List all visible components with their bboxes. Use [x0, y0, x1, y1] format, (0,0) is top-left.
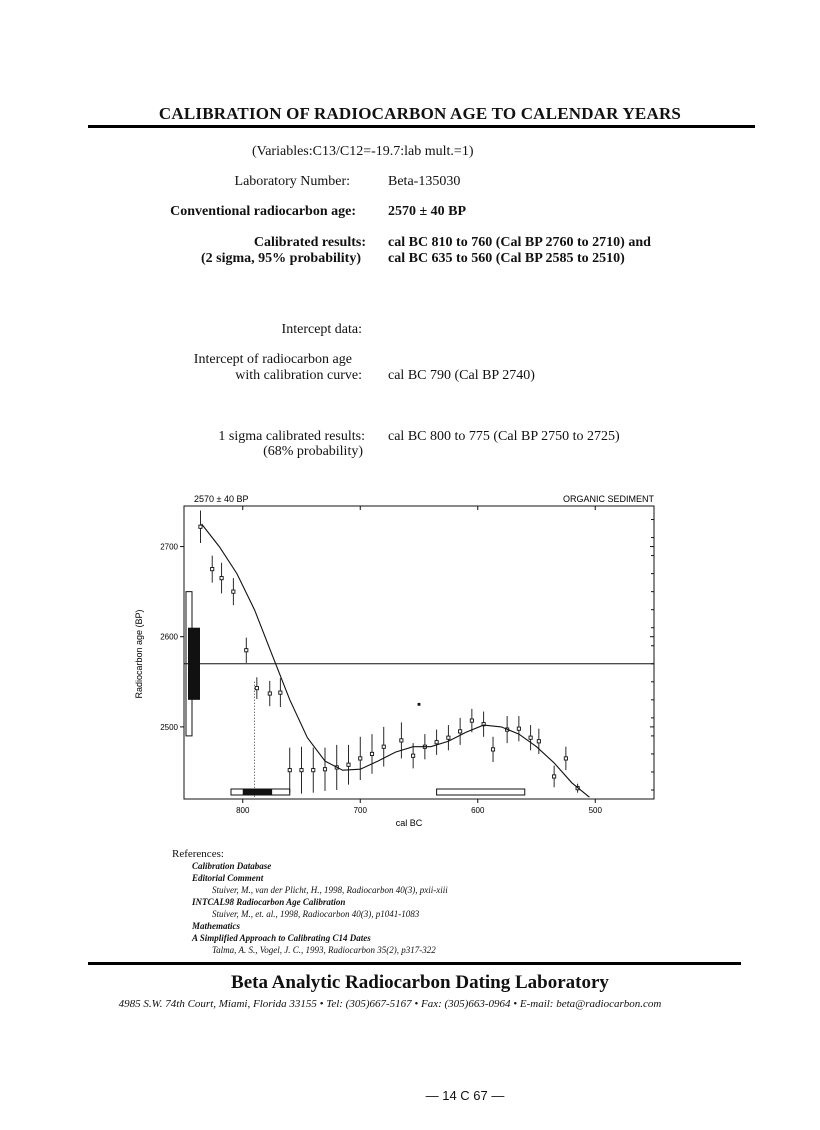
x-axis-label: cal BC: [395, 818, 423, 828]
data-point: [300, 769, 303, 772]
reference-title: Editorial Comment: [192, 873, 264, 883]
calibrated-results-label: Calibrated results:: [253, 235, 366, 250]
data-point: [245, 649, 248, 652]
data-point: [268, 692, 271, 695]
conventional-age-value: 2570 ± 40 BP: [388, 204, 467, 219]
one-sigma-value: cal BC 800 to 775 (Cal BP 2750 to 2725): [388, 429, 620, 444]
intercept-label-2: with calibration curve:: [235, 368, 362, 383]
x-tick-label: 500: [588, 806, 602, 815]
calibration-chart: [130, 488, 670, 833]
calibrated-value-2: cal BC 635 to 560 (Cal BP 2585 to 2510): [388, 251, 625, 266]
intercept-value: cal BC 790 (Cal BP 2740): [388, 368, 535, 383]
references-heading: References:: [172, 848, 224, 860]
outlier-point: [418, 703, 421, 706]
y-tick-label: 2500: [160, 722, 178, 732]
reference-citation: Stuiver, M., et. al., 1998, Radiocarbon 40(3), p1041-1083: [212, 909, 420, 919]
one-sigma-calendar-range: [243, 789, 272, 795]
reference-title: A Simplified Approach to Calibrating C14 Dates: [192, 933, 371, 943]
page-title: CALIBRATION OF RADIOCARBON AGE TO CALENDAR YEARS: [158, 104, 682, 123]
data-point: [220, 577, 223, 580]
x-tick-label: 700: [353, 806, 367, 815]
lab-number-label: Laboratory Number:: [234, 174, 350, 189]
conventional-age-label: Conventional radiocarbon age:: [170, 204, 356, 219]
title-rule: [88, 125, 755, 128]
data-point: [529, 736, 532, 739]
variables-note: (Variables:C13/C12=-19.7:lab mult.=1): [252, 144, 474, 159]
calibration-curve: [202, 524, 590, 797]
data-point: [491, 748, 494, 751]
data-point: [347, 763, 350, 766]
reference-citation: Stuiver, M., van der Plicht, H., 1998, Radiocarbon 40(3), pxii-xiii: [212, 885, 448, 895]
calibrated-value-1: cal BC 810 to 760 (Cal BP 2760 to 2710) and: [388, 235, 651, 250]
reference-title: Mathematics: [192, 921, 241, 931]
y-axis-label: Radiocarbon age (BP): [134, 609, 144, 699]
data-point: [199, 525, 202, 528]
data-point: [447, 736, 450, 739]
calibrated-probability-label: (2 sigma, 95% probability): [201, 251, 361, 266]
data-point: [359, 757, 362, 760]
data-point: [232, 590, 235, 593]
reference-citation: Talma, A. S., Vogel, J. C., 1993, Radiocarbon 35(2), p317-322: [212, 945, 436, 955]
data-points: [199, 511, 579, 794]
y-tick-label: 2700: [160, 542, 178, 552]
data-point: [517, 727, 520, 730]
calibration-ranges: [186, 592, 525, 795]
references-section: [172, 848, 692, 956]
data-point: [564, 757, 567, 760]
data-point: [370, 752, 373, 755]
data-point: [435, 741, 438, 744]
data-point: [255, 687, 258, 690]
data-point: [459, 730, 462, 733]
intercept-label-1: Intercept of radiocarbon age: [193, 352, 352, 367]
footer-rule: [88, 962, 741, 965]
one-sigma-label-2: (68% probability): [263, 444, 363, 459]
lab-number-value: Beta-135030: [388, 174, 461, 189]
reference-title: Calibration Database: [192, 861, 272, 871]
page-number: — 14 C 67 —: [425, 1088, 505, 1103]
plot-frame: [184, 506, 654, 799]
data-point: [382, 745, 385, 748]
reference-title: INTCAL98 Radiocarbon Age Calibration: [192, 897, 346, 907]
data-point: [279, 691, 282, 694]
data-point: [211, 568, 214, 571]
x-tick-label: 600: [471, 806, 485, 815]
data-point: [553, 775, 556, 778]
lab-address: 4985 S.W. 74th Court, Miami, Florida 33155 • Tel: (305)667-5167 • Fax: (305)663-0964 • E-mail: beta@radiocarbon.com: [118, 998, 662, 1010]
chart-title-right: ORGANIC SEDIMENT: [562, 494, 654, 504]
intercept-data-label: Intercept data:: [281, 322, 362, 337]
data-point: [470, 719, 473, 722]
chart-title-left: 2570 ± 40 BP: [194, 494, 249, 504]
y-tick-label: 2600: [160, 632, 178, 642]
x-tick-label: 800: [236, 806, 250, 815]
data-point: [323, 768, 326, 771]
data-point: [400, 739, 403, 742]
data-point: [412, 754, 415, 757]
data-point: [537, 740, 540, 743]
two-sigma-calendar-range: [437, 789, 525, 795]
lab-name: Beta Analytic Radiocarbon Dating Laboratory: [231, 972, 609, 993]
axis-ticks: [160, 506, 654, 815]
one-sigma-label-1: 1 sigma calibrated results:: [218, 429, 365, 444]
data-point: [312, 769, 315, 772]
data-point: [288, 769, 291, 772]
